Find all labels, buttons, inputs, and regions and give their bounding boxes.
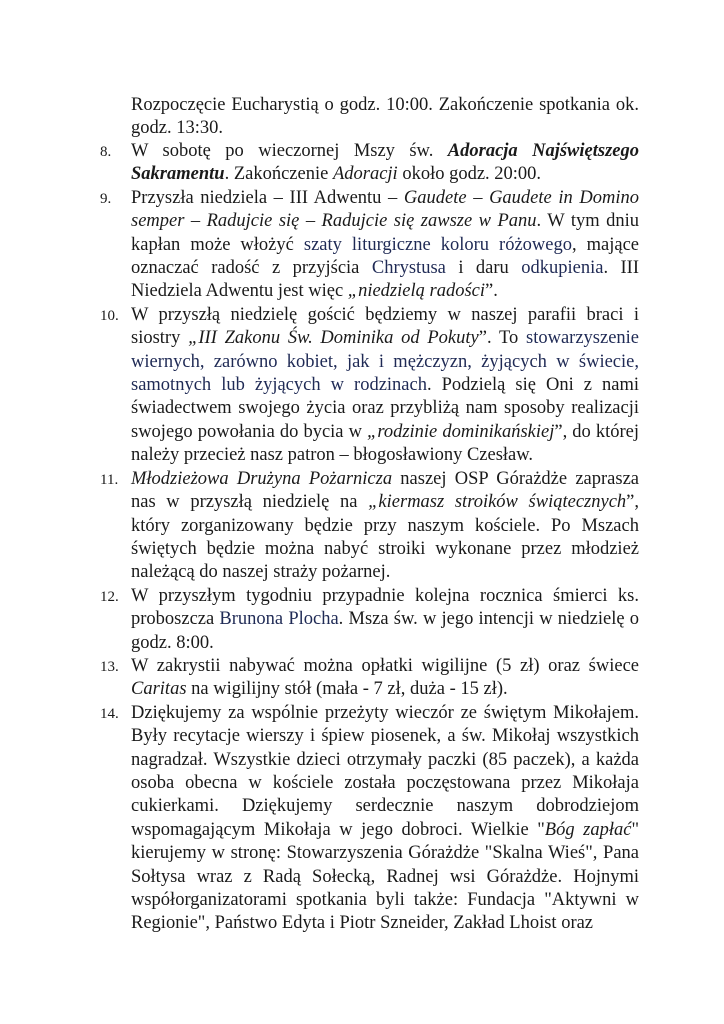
item-text-segment: odkupienia [521,258,604,279]
item-text-segment: około godz. 20:00. [397,164,542,185]
item-text-segment: ”, który zorganizowany będzie przy naszym kościele. Po Mszach świętych będzie można nabyć stroiki wykonane przez młodzież należącą do naszej straży pożarnej. [131,492,639,583]
item-text-segment: . Zakończenie [224,164,333,185]
announcement-item [100,187,640,304]
item-text-segment: ”. To [478,328,526,349]
item-text-segment: W przyszłym tygodniu przypadnie kolejna rocznica śmierci ks. proboszcza [131,585,639,630]
announcement-item [100,702,639,936]
item-number: 9. [100,190,112,207]
item-text-segment: Bóg zapłać [544,819,632,840]
item-text-segment: „rodzinie dominikańskiej [367,421,555,442]
item-text-segment: Gaudete – Gaudete in Domino semper – Radujcie się – Radujcie się zawsze w Panu [131,187,639,232]
item-text-segment: W sobotę po wieczornej Mszy św. [131,141,448,161]
item-text-segment: W zakrystii nabywać można opłatki wigilijne (5 zł) oraz świece [131,655,639,676]
item-number: 13. [100,658,119,675]
item-text-segment: Adoracji [332,164,398,185]
announcement-list [100,140,640,936]
item-number: 8. [100,144,112,160]
item-text-segment: Dziękujemy za wspólnie przeżyty wieczór ze świętym Mikołajem. Były recytacje wierszy i śpiew piosenek, a św. Mikołaj wszystkich nagradzał. Wszystkie dzieci otrzymały paczki (85 paczek), a każda osoba obecna w kościele została poczęstowana przez Mikołaja cukierkami. Dziękujemy serdecznie naszym dobrodziejom wspomagającym Mikołaja w jego dobroci. Wielkie " [131,702,639,840]
item-text-segment: i daru [445,258,522,279]
announcement-item [100,468,639,585]
announcement-item [100,655,639,702]
item-text-segment: . III Niedziela Adwentu jest więc [131,258,639,302]
item-text-segment: , mające oznaczać radość z przyjścia [131,234,640,279]
item-text-segment: Caritas [131,679,187,700]
item-number: 10. [100,307,119,324]
item-text-segment: Chrystusa [371,258,446,279]
item-number: 12. [100,588,119,605]
item-text-segment: na wigilijny stół (mała - 7 zł, duża - 15 zł). [186,679,508,700]
item-text-segment: . W tym dniu kapłan może włożyć [131,211,639,255]
item-text-segment: ”. [485,281,498,302]
item-text-segment: naszej OSP Górażdże zaprasza nas w przyszłą niedzielę na [131,468,639,513]
item-text-segment: „III Zakonu Św. Dominika od Pokuty [188,328,479,349]
announcement-item [100,585,639,655]
announcement-item [100,304,640,468]
item-text-segment: . Msza św. w jego intencji w niedzielę o godz. 8:00. [131,609,639,653]
item-text-segment: „kiermasz stroików świątecznych [368,492,627,513]
item-text-segment: Brunona Plocha [219,609,339,630]
item-text-segment: " kierujemy w stronę: Stowarzyszenia Górażdże "Skalna Wieś", Pana Sołtysa wraz z Radą Sołecką, Radnej wsi Górażdże. Hojnymi współorganizatorami spotkania byli także: Fundacja "Aktywni w Regionie", Państwo Edyta i Piotr Szneider, Zakład Lhoist oraz [131,819,639,934]
continuation-paragraph: Rozpoczęcie Eucharystią o godz. 10:00. Zakończenie spotkania ok. godz. 13:30. [131,95,639,139]
item-text-segment: stowarzyszenie wiernych, zarówno kobiet, jak i mężczyzn, żyjących w świecie, samotnych lub żyjących w rodzinach [131,328,640,396]
item-number: 11. [100,471,119,488]
item-text-segment: ”, do której należy przecież nasz patron – błogosławiony Czesław. [131,421,639,466]
item-text-segment: Adoracja Najświętszego Sakramentu [131,141,639,185]
item-number: 14. [100,705,119,722]
item-text-segment: „niedzielą radości [347,281,486,302]
item-text-segment: W przyszłą niedzielę gościć będziemy w naszej parafii braci i siostry [131,304,639,349]
item-text-segment: Młodzieżowa Drużyna Pożarnicza [131,468,393,489]
item-text-segment: Przyszła niedziela – III Adwentu – [131,187,404,208]
item-text-segment: . Podzielą się Oni z nami świadectwem swojego życia oraz przybliżą nam sposoby realizacji swojego powołania do bycia w [131,375,639,442]
announcement-item [100,140,639,187]
item-text-segment: szaty liturgiczne koloru różowego [303,234,572,255]
